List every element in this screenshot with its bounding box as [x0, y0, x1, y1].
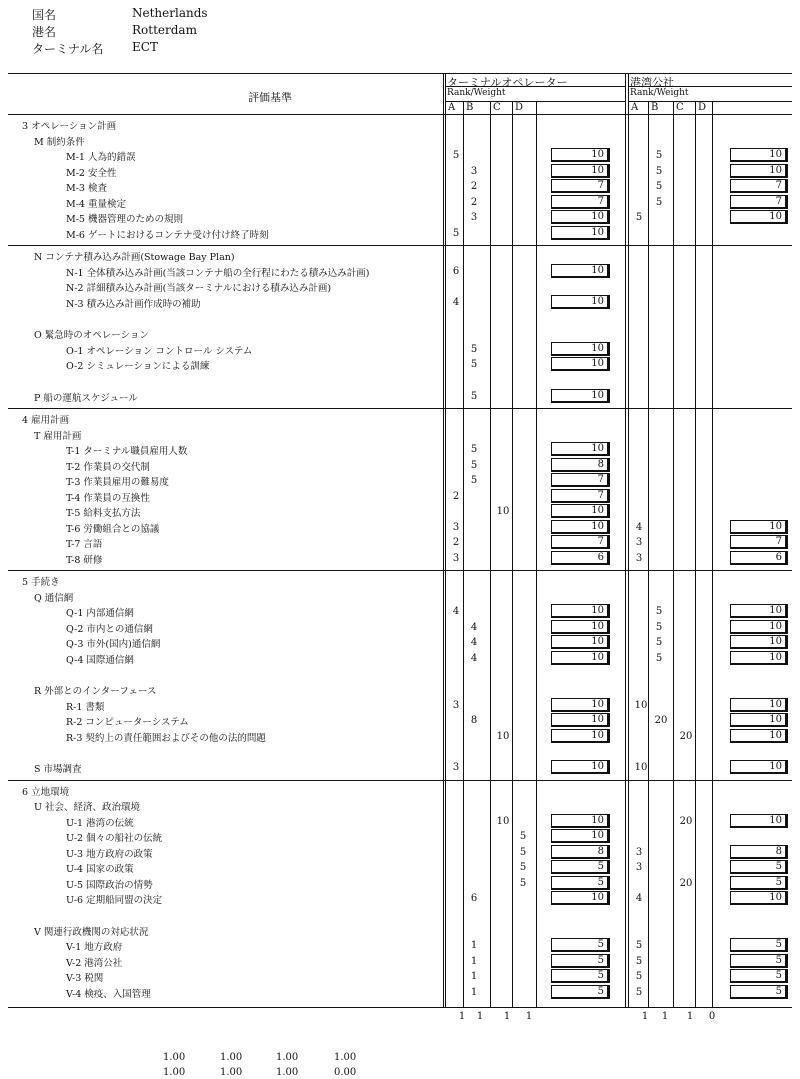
- rank-value: 20: [679, 730, 693, 742]
- category-title: P 船の運航スケジュール: [34, 392, 138, 404]
- criterion-label: T-8 研修: [66, 554, 103, 566]
- criterion-label: U-4 国家の政策: [66, 864, 134, 875]
- rank-value: 4: [470, 637, 478, 648]
- weight-box: 10: [730, 729, 788, 743]
- criterion-label: V-2 港湾公社: [66, 957, 123, 969]
- total-value: 1: [503, 1011, 511, 1022]
- table-bottom-rule: [8, 1007, 792, 1008]
- criterion-label: T-2 作業員の交代制: [66, 461, 150, 473]
- footer-ratio: 1.00: [276, 1067, 299, 1078]
- column-rule: [463, 101, 464, 1007]
- info-label: ターミナル名: [32, 42, 104, 56]
- weight-box: 10: [551, 698, 610, 712]
- rank-value: 5: [635, 955, 643, 967]
- weight-box: 10: [730, 164, 788, 178]
- rank-value: 4: [635, 521, 643, 533]
- weight-box: 10: [551, 814, 610, 828]
- criterion-label: O-1 オペレーション コントロール システム: [66, 345, 253, 357]
- weight-box: 8: [730, 845, 788, 859]
- rank-value: 5: [655, 606, 663, 617]
- weight-box: 10: [551, 651, 610, 665]
- section-title: 5 手続き: [22, 577, 60, 588]
- rank-value: 3: [470, 165, 478, 177]
- footer-ratio: 0.00: [334, 1067, 357, 1078]
- rank-value: 3: [452, 762, 460, 773]
- weight-box: 10: [730, 520, 788, 534]
- footer-ratio: 1.00: [334, 1052, 357, 1063]
- table-top-rule: [8, 73, 792, 74]
- info-value: Netherlands: [132, 6, 208, 20]
- rank-value: 3: [452, 521, 460, 533]
- rank-value: 5: [470, 459, 478, 471]
- rank-value: 5: [452, 150, 460, 161]
- category-title: V 関連行政機関の対応状況: [34, 926, 149, 938]
- column-rule: [536, 101, 537, 1007]
- criterion-label: U-3 地方政府の政策: [66, 848, 153, 860]
- weight-box: 10: [551, 729, 610, 743]
- rank-value: 5: [452, 227, 460, 239]
- column-rule: [490, 101, 491, 1007]
- weight-box: 10: [551, 891, 610, 905]
- column-rule: [673, 101, 674, 1007]
- weight-box: 10: [730, 891, 788, 905]
- criterion-label: T-1 ターミナル職員雇用人数: [66, 446, 188, 457]
- weight-box: 8: [551, 845, 610, 859]
- weight-box: 6: [730, 551, 788, 565]
- group-border-line: [443, 73, 444, 1007]
- col-header-b: B: [466, 102, 474, 113]
- criterion-label: U-2 個々の船社の伝統: [66, 833, 163, 844]
- section-title: 4 雇用計画: [22, 415, 70, 426]
- weight-box: 5: [730, 860, 788, 874]
- footer-ratio: 1.00: [276, 1052, 299, 1063]
- weight-box: 7: [730, 535, 788, 549]
- criterion-label: M-4 重量検定: [66, 198, 127, 210]
- header-bottom-rule: [8, 114, 792, 115]
- rank-value: 3: [470, 212, 478, 223]
- weight-box: 7: [730, 195, 788, 209]
- criterion-label: T-7 言語: [66, 539, 103, 550]
- weight-box: 10: [551, 504, 610, 518]
- group-border-line: [445, 73, 446, 1007]
- section-rule: [8, 408, 792, 409]
- group-border-line: [628, 73, 629, 1007]
- weight-box: 10: [551, 604, 610, 618]
- criterion-label: N-3 積み込み計画作成時の補助: [66, 298, 201, 310]
- category-title: M 制約条件: [34, 136, 85, 148]
- weight-box: 7: [730, 179, 788, 193]
- col-header-b: B: [651, 102, 659, 113]
- group-title: ターミナルオペレーター: [447, 76, 568, 89]
- weight-box: 5: [551, 876, 610, 890]
- weight-box: 5: [551, 985, 610, 999]
- rank-value: 5: [470, 343, 478, 355]
- weight-box: 6: [551, 551, 610, 565]
- weight-box: 5: [551, 954, 610, 968]
- total-value: 1: [686, 1011, 694, 1022]
- criterion-label: M-1 人為的錯誤: [66, 152, 136, 163]
- col-header-a: A: [631, 102, 639, 113]
- criterion-label: V-1 地方政府: [66, 942, 123, 953]
- rank-value: 1: [470, 940, 478, 951]
- weight-box: 7: [551, 179, 610, 193]
- rank-value: 5: [655, 150, 663, 161]
- info-value: ECT: [132, 40, 158, 54]
- weight-box: 5: [551, 938, 610, 952]
- rank-value: 5: [519, 862, 527, 873]
- weight-box: 5: [730, 938, 788, 952]
- weight-box: 10: [730, 713, 788, 727]
- rank-value: 5: [655, 165, 663, 177]
- rank-value: 2: [452, 490, 460, 502]
- weight-box: 10: [551, 620, 610, 634]
- criterion-label: Q-3 市外(国内)通信網: [66, 639, 161, 650]
- weight-box: 10: [730, 620, 788, 634]
- weight-box: 10: [730, 814, 788, 828]
- weight-box: 10: [551, 713, 610, 727]
- weight-box: 7: [551, 195, 610, 209]
- criterion-label: M-5 機器管理のための規則: [66, 214, 184, 225]
- weight-box: 10: [730, 635, 788, 649]
- rank-value: 2: [470, 196, 478, 208]
- footer-ratio: 1.00: [220, 1052, 243, 1063]
- criterion-label: R-3 契約上の責任範囲およびその他の法的問題: [66, 732, 266, 744]
- total-value: 1: [476, 1011, 484, 1022]
- weight-box: 10: [551, 829, 610, 843]
- rank-value: 20: [679, 877, 693, 889]
- column-rule: [695, 101, 696, 1007]
- rank-value: 4: [470, 652, 478, 664]
- criterion-label: V-4 検疫、入国管理: [66, 988, 151, 1000]
- total-value: 1: [641, 1011, 649, 1022]
- weight-box: 10: [730, 760, 788, 774]
- criterion-label: N-1 全体積み込み計画(当該コンテナ船の全行程にわたる積み込み計画): [66, 267, 370, 279]
- footer-ratio: 1.00: [163, 1052, 186, 1063]
- rank-value: 5: [635, 986, 643, 998]
- info-label: 港名: [32, 25, 57, 39]
- rank-value: 20: [679, 815, 693, 827]
- weight-box: 10: [551, 357, 610, 371]
- weight-box: 10: [551, 342, 610, 356]
- rank-value: 3: [635, 862, 643, 873]
- weight-box: 10: [551, 389, 610, 403]
- criterion-label: Q-4 国際通信網: [66, 654, 134, 666]
- rank-value: 5: [655, 181, 663, 192]
- section-rule: [8, 245, 792, 246]
- rank-value: 10: [496, 730, 510, 742]
- weight-box: 8: [551, 458, 610, 472]
- rank-value: 3: [452, 699, 460, 711]
- category-title: O 緊急時のオペレーション: [34, 330, 149, 341]
- rank-value: 5: [470, 359, 478, 370]
- category-title: N コンテナ積み込み計画(Stowage Bay Plan): [34, 252, 235, 263]
- rank-value: 3: [635, 537, 643, 548]
- rank-value: 3: [452, 552, 460, 564]
- col-header-a: A: [448, 102, 456, 113]
- weight-box: 10: [551, 264, 610, 278]
- weight-box: 7: [551, 535, 610, 549]
- section-rule: [8, 780, 792, 781]
- rank-value: 3: [635, 846, 643, 858]
- category-title: T 雇用計画: [34, 430, 82, 442]
- criterion-label: U-1 港湾の伝統: [66, 817, 134, 829]
- weight-box: 5: [730, 969, 788, 983]
- rank-value: 10: [496, 506, 510, 517]
- rank-value: 2: [470, 181, 478, 192]
- col-header-c: C: [676, 102, 684, 113]
- rank-value: 5: [470, 444, 478, 455]
- col-header-d: D: [698, 102, 707, 113]
- rank-value: 5: [519, 846, 527, 858]
- weight-box: 10: [730, 651, 788, 665]
- rank-value: 6: [452, 265, 460, 277]
- rank-value: 10: [496, 815, 510, 827]
- column-rule: [712, 101, 713, 1007]
- weight-box: 10: [551, 226, 610, 240]
- column-rule: [648, 101, 649, 1007]
- rank-value: 20: [654, 715, 668, 726]
- rank-value: 4: [452, 296, 460, 308]
- rank-value: 5: [635, 940, 643, 951]
- group-subtitle: Rank/Weight: [447, 88, 506, 98]
- criterion-label: T-3 作業員雇用の難易度: [66, 477, 169, 488]
- criterion-label: T-5 給料支払方法: [66, 508, 141, 519]
- criterion-label: T-6 労働組合との協議: [66, 523, 160, 535]
- rank-value: 5: [655, 196, 663, 208]
- info-value: Rotterdam: [132, 23, 197, 37]
- group-border-line: [625, 73, 626, 1007]
- rank-value: 4: [452, 606, 460, 617]
- rank-value: 1: [470, 971, 478, 982]
- criterion-label: U-6 定期船同盟の決定: [66, 895, 163, 906]
- col-header-c: C: [493, 102, 501, 113]
- criterion-label: V-3 税関: [66, 973, 104, 984]
- rank-value: 5: [655, 621, 663, 633]
- criterion-label: M-2 安全性: [66, 167, 117, 179]
- weight-box: 10: [551, 442, 610, 456]
- rank-value: 2: [452, 537, 460, 548]
- category-title: Q 通信網: [34, 592, 74, 604]
- rank-value: 5: [519, 831, 527, 842]
- section-title: 3 オペレーション計画: [22, 121, 117, 132]
- rank-value: 10: [634, 699, 648, 711]
- weight-box: 5: [730, 876, 788, 890]
- rank-value: 8: [470, 715, 478, 726]
- rank-value: 5: [470, 475, 478, 486]
- criterion-label: Q-2 市内との通信網: [66, 623, 153, 635]
- weight-box: 10: [730, 604, 788, 618]
- column-rule: [512, 101, 513, 1007]
- rank-value: 10: [634, 762, 648, 773]
- section-rule: [8, 570, 792, 571]
- rank-value: 5: [655, 652, 663, 664]
- col-header-d: D: [515, 102, 524, 113]
- total-value: 1: [525, 1011, 533, 1022]
- section-title: 6 立地環境: [22, 786, 70, 798]
- weight-box: 10: [551, 148, 610, 162]
- rank-value: 5: [519, 877, 527, 889]
- criterion-label: M-3 検査: [66, 183, 108, 194]
- rank-value: 5: [655, 637, 663, 648]
- criterion-label: Q-1 内部通信網: [66, 608, 134, 619]
- total-value: 1: [661, 1011, 669, 1022]
- criterion-label: O-2 シミュレーションによる訓練: [66, 361, 210, 372]
- weight-box: 5: [730, 954, 788, 968]
- category-title: U 社会、経済、政治環境: [34, 802, 141, 813]
- weight-box: 10: [551, 295, 610, 309]
- weight-box: 10: [551, 210, 610, 224]
- weight-box: 7: [551, 473, 610, 487]
- criterion-label: N-2 詳細積み込み計画(当該ターミナルにおける積み込み計画): [66, 283, 332, 294]
- rank-value: 1: [470, 955, 478, 967]
- rank-value: 6: [470, 893, 478, 904]
- category-title: R 外部とのインターフェース: [34, 686, 157, 697]
- weight-box: 7: [551, 489, 610, 503]
- criterion-label: M-6 ゲートにおけるコンテナ受け付け終了時刻: [66, 229, 269, 241]
- criteria-heading: 評価基準: [248, 91, 292, 104]
- rank-value: 3: [635, 552, 643, 564]
- criterion-label: R-1 書類: [66, 701, 105, 713]
- footer-ratio: 1.00: [220, 1067, 243, 1078]
- weight-box: 10: [730, 210, 788, 224]
- weight-box: 10: [551, 520, 610, 534]
- rank-value: 5: [635, 212, 643, 223]
- group-subtitle: Rank/Weight: [630, 88, 689, 98]
- weight-box: 5: [551, 860, 610, 874]
- rank-value: 4: [635, 893, 643, 904]
- weight-box: 5: [551, 969, 610, 983]
- rank-value: 5: [635, 971, 643, 982]
- criterion-label: R-2 コンピューターシステム: [66, 717, 189, 728]
- footer-ratio: 1.00: [163, 1067, 186, 1078]
- weight-box: 10: [730, 698, 788, 712]
- total-value: 1: [458, 1011, 466, 1022]
- weight-box: 10: [551, 760, 610, 774]
- total-value: 0: [708, 1011, 716, 1022]
- weight-box: 10: [551, 635, 610, 649]
- criterion-label: U-5 国際政治の情勢: [66, 879, 153, 891]
- rank-value: 5: [470, 390, 478, 402]
- group-title: 港湾公社: [630, 76, 674, 89]
- rank-value: 4: [470, 621, 478, 633]
- info-label: 国名: [32, 8, 57, 22]
- weight-box: 5: [730, 985, 788, 999]
- weight-box: 10: [551, 164, 610, 178]
- category-title: S 市場調査: [34, 764, 82, 775]
- rank-value: 1: [470, 986, 478, 998]
- weight-box: 10: [730, 148, 788, 162]
- criterion-label: T-4 作業員の互換性: [66, 492, 150, 504]
